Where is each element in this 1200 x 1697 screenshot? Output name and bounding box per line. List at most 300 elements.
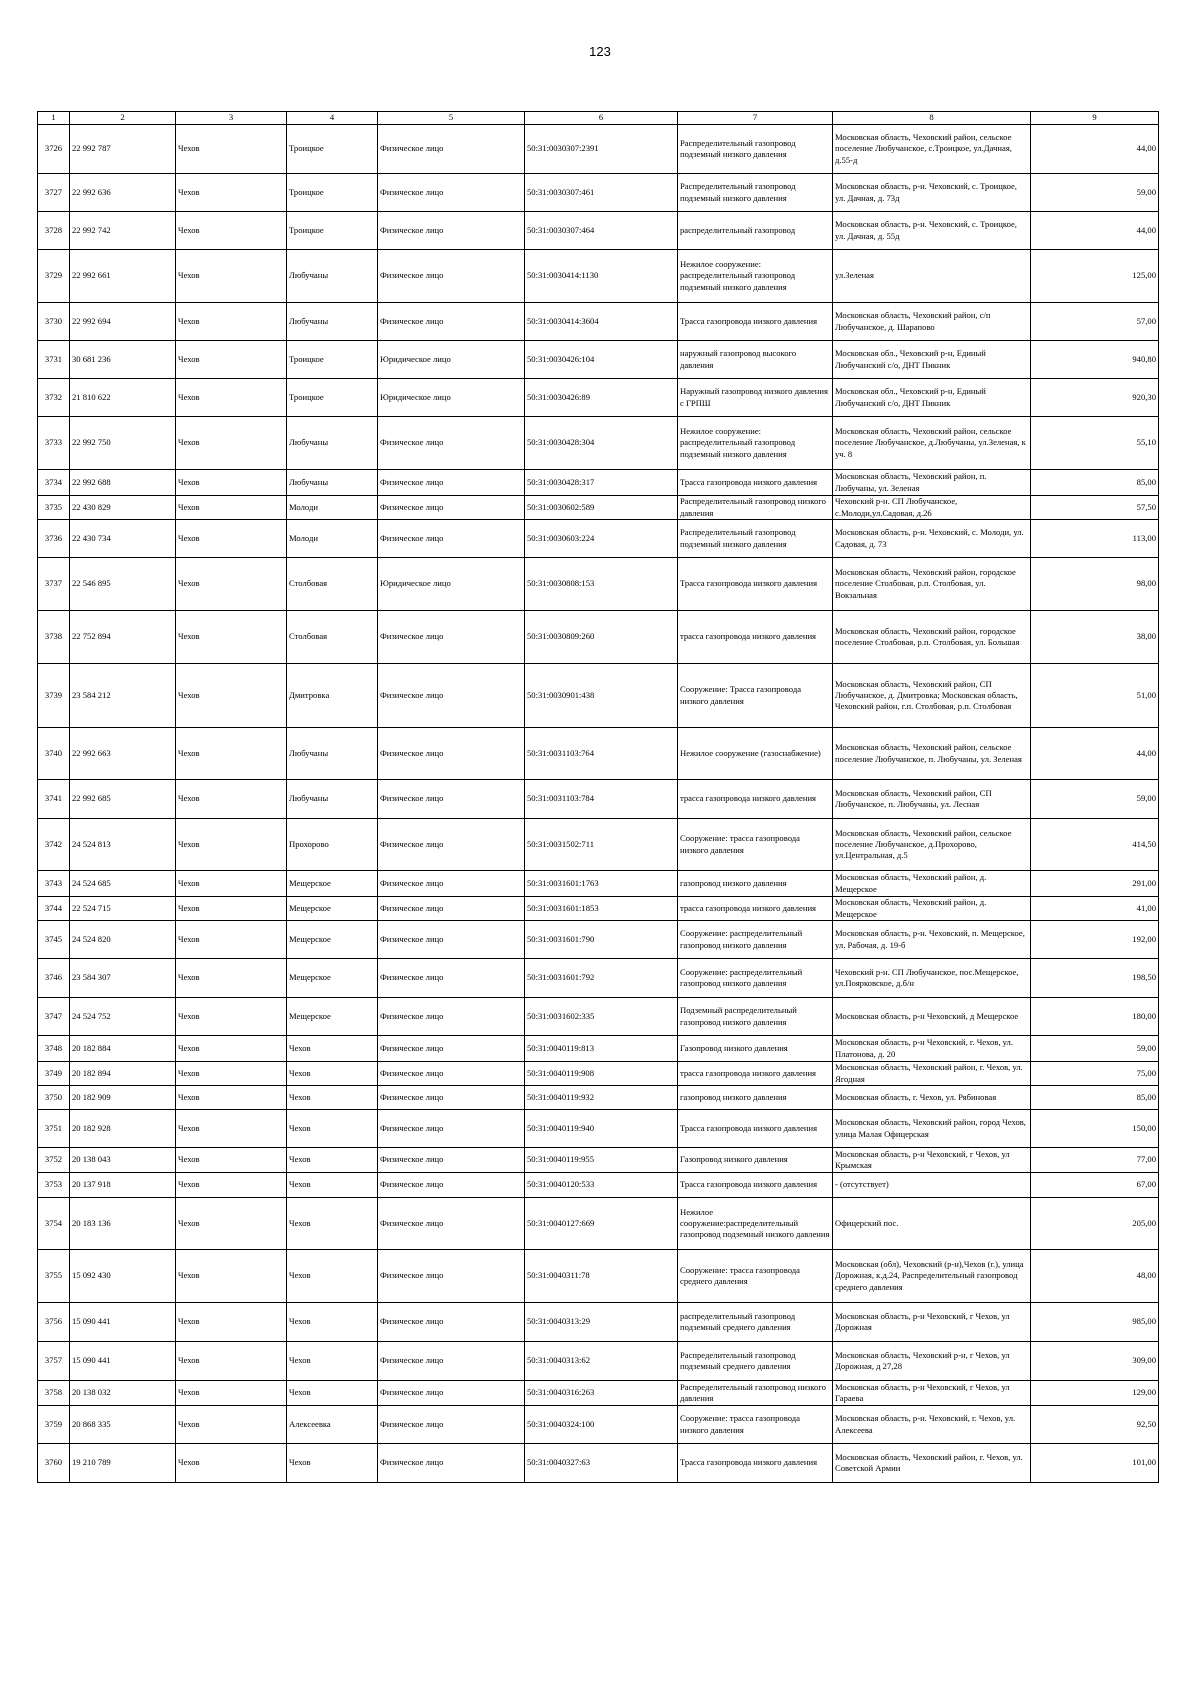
row-number-cell: 3747 xyxy=(38,998,70,1036)
table-row xyxy=(38,250,1159,303)
owner-type-cell: Физическое лицо xyxy=(378,1406,525,1444)
code-cell: 20 137 918 xyxy=(70,1173,176,1198)
cadastral-number-cell: 50:31:0040311:78 xyxy=(525,1250,678,1303)
locality-cell: Молоди xyxy=(287,496,378,520)
owner-type-cell: Физическое лицо xyxy=(378,728,525,780)
address-cell: Московская область, Чеховский район, п. Любучаны, ул. Зеленая xyxy=(833,470,1031,496)
object-description-cell: Газопровод низкого давления xyxy=(678,1036,833,1062)
address-cell: Московская область, г. Чехов, ул. Рябиновая xyxy=(833,1086,1031,1110)
object-description-cell: Подземный распределительный газопровод низкого давления xyxy=(678,998,833,1036)
code-cell: 22 752 894 xyxy=(70,611,176,664)
table-row xyxy=(38,558,1159,611)
row-number-cell: 3732 xyxy=(38,379,70,417)
address-cell: Московская область, Чеховский район, СП Любучанское, п. Любучаны, ул. Лесная xyxy=(833,780,1031,819)
owner-type-cell: Физическое лицо xyxy=(378,897,525,921)
address-cell: Московская область, Чеховский район, городское поселение Столбовая, р.п. Столбовая, ул. Большая xyxy=(833,611,1031,664)
length-cell: 75,00 xyxy=(1031,1062,1159,1086)
owner-type-cell: Физическое лицо xyxy=(378,998,525,1036)
object-description-cell: Трасса газопровода низкого давления xyxy=(678,303,833,341)
row-number-cell: 3749 xyxy=(38,1062,70,1086)
locality-cell: Чехов xyxy=(287,1036,378,1062)
owner-type-cell: Физическое лицо xyxy=(378,664,525,728)
district-cell: Чехов xyxy=(176,212,287,250)
table-row xyxy=(38,871,1159,897)
code-cell: 15 090 441 xyxy=(70,1303,176,1342)
district-cell: Чехов xyxy=(176,1406,287,1444)
object-description-cell: газопровод низкого давления xyxy=(678,871,833,897)
table-row xyxy=(38,341,1159,379)
cadastral-number-cell: 50:31:0030602:589 xyxy=(525,496,678,520)
locality-cell: Мещерское xyxy=(287,959,378,998)
locality-cell: Столбовая xyxy=(287,558,378,611)
length-cell: 44,00 xyxy=(1031,125,1159,174)
row-number-cell: 3754 xyxy=(38,1198,70,1250)
row-number-cell: 3740 xyxy=(38,728,70,780)
object-description-cell: Сооружение: распределительный газопровод низкого давления xyxy=(678,921,833,959)
locality-cell: Любучаны xyxy=(287,250,378,303)
length-cell: 309,00 xyxy=(1031,1342,1159,1381)
owner-type-cell: Физическое лицо xyxy=(378,212,525,250)
cadastral-number-cell: 50:31:0030307:464 xyxy=(525,212,678,250)
length-cell: 55,10 xyxy=(1031,417,1159,470)
length-cell: 101,00 xyxy=(1031,1444,1159,1483)
code-cell: 20 138 032 xyxy=(70,1381,176,1406)
address-cell: Московская область, Чеховский район, сельское поселение Любучанское, д.Любучаны, ул.Зеленая, к уч. 8 xyxy=(833,417,1031,470)
row-number-cell: 3744 xyxy=(38,897,70,921)
row-number-cell: 3752 xyxy=(38,1148,70,1173)
cadastral-number-cell: 50:31:0040119:908 xyxy=(525,1062,678,1086)
table-body xyxy=(38,125,1159,1483)
column-header: 7 xyxy=(678,112,833,125)
length-cell: 48,00 xyxy=(1031,1250,1159,1303)
district-cell: Чехов xyxy=(176,611,287,664)
object-description-cell: Распределительный газопровод подземный низкого давления xyxy=(678,520,833,558)
locality-cell: Мещерское xyxy=(287,998,378,1036)
object-description-cell: Трасса газопровода низкого давления xyxy=(678,1173,833,1198)
district-cell: Чехов xyxy=(176,1062,287,1086)
owner-type-cell: Физическое лицо xyxy=(378,303,525,341)
cadastral-number-cell: 50:31:0040324:100 xyxy=(525,1406,678,1444)
object-description-cell: Сооружение: трасса газопровода среднего давления xyxy=(678,1250,833,1303)
cadastral-number-cell: 50:31:0031601:1853 xyxy=(525,897,678,921)
locality-cell: Чехов xyxy=(287,1303,378,1342)
locality-cell: Любучаны xyxy=(287,780,378,819)
address-cell: Московская область, р-н. Чеховский, п. Мещерское, ул. Рабочая, д. 19-б xyxy=(833,921,1031,959)
table-row xyxy=(38,1173,1159,1198)
address-cell: Московская область, Чеховский район, с/п Любучанское, д. Шарапово xyxy=(833,303,1031,341)
address-cell: Московская область, Чеховский район, сельское поселение Любучанское, п. Любучаны, ул. Зеленая xyxy=(833,728,1031,780)
registry-table xyxy=(37,111,1159,1483)
code-cell: 20 182 909 xyxy=(70,1086,176,1110)
code-cell: 22 430 734 xyxy=(70,520,176,558)
length-cell: 92,50 xyxy=(1031,1406,1159,1444)
code-cell: 20 182 928 xyxy=(70,1110,176,1148)
object-description-cell: Распределительный газопровод подземный низкого давления xyxy=(678,125,833,174)
length-cell: 59,00 xyxy=(1031,1036,1159,1062)
row-number-cell: 3738 xyxy=(38,611,70,664)
locality-cell: Чехов xyxy=(287,1173,378,1198)
code-cell: 22 524 715 xyxy=(70,897,176,921)
district-cell: Чехов xyxy=(176,520,287,558)
cadastral-number-cell: 50:31:0040313:62 xyxy=(525,1342,678,1381)
district-cell: Чехов xyxy=(176,921,287,959)
owner-type-cell: Физическое лицо xyxy=(378,611,525,664)
code-cell: 22 992 742 xyxy=(70,212,176,250)
locality-cell: Мещерское xyxy=(287,897,378,921)
district-cell: Чехов xyxy=(176,959,287,998)
column-header: 6 xyxy=(525,112,678,125)
district-cell: Чехов xyxy=(176,379,287,417)
column-header: 3 xyxy=(176,112,287,125)
locality-cell: Столбовая xyxy=(287,611,378,664)
code-cell: 22 992 636 xyxy=(70,174,176,212)
address-cell: Офицерский пос. xyxy=(833,1198,1031,1250)
row-number-cell: 3743 xyxy=(38,871,70,897)
object-description-cell: Трасса газопровода низкого давления xyxy=(678,558,833,611)
owner-type-cell: Физическое лицо xyxy=(378,1381,525,1406)
address-cell: Московская область, Чеховский район, сельское поселение Любучанское, с.Троицкое, ул.Дачная, д.55-д xyxy=(833,125,1031,174)
address-cell: Московская область, Чеховский район, город Чехов, улица Малая Офицерская xyxy=(833,1110,1031,1148)
address-cell: Московская область, р-н. Чеховский, г. Чехов, ул. Алексеева xyxy=(833,1406,1031,1444)
locality-cell: Чехов xyxy=(287,1062,378,1086)
address-cell: Московская обл., Чеховский р-н, Единый Любучанский с/о, ДНТ Пикник xyxy=(833,379,1031,417)
cadastral-number-cell: 50:31:0030414:1130 xyxy=(525,250,678,303)
table-row xyxy=(38,1406,1159,1444)
row-number-cell: 3745 xyxy=(38,921,70,959)
length-cell: 57,00 xyxy=(1031,303,1159,341)
table-row xyxy=(38,212,1159,250)
district-cell: Чехов xyxy=(176,897,287,921)
owner-type-cell: Физическое лицо xyxy=(378,470,525,496)
locality-cell: Чехов xyxy=(287,1148,378,1173)
owner-type-cell: Юридическое лицо xyxy=(378,341,525,379)
length-cell: 57,50 xyxy=(1031,496,1159,520)
length-cell: 59,00 xyxy=(1031,174,1159,212)
address-cell: Московская область, Чеховский район, СП Любучанское, д. Дмитровка; Московская область, Чеховский район, г.п. Столбовая, р.п. Столбовая xyxy=(833,664,1031,728)
object-description-cell: трасса газопровода низкого давления xyxy=(678,780,833,819)
object-description-cell: Нежилое сооружение:распределительный газопровод подземный низкого давления xyxy=(678,1198,833,1250)
column-header: 9 xyxy=(1031,112,1159,125)
row-number-cell: 3758 xyxy=(38,1381,70,1406)
code-cell: 21 810 622 xyxy=(70,379,176,417)
table-row xyxy=(38,1110,1159,1148)
row-number-cell: 3748 xyxy=(38,1036,70,1062)
row-number-cell: 3746 xyxy=(38,959,70,998)
cadastral-number-cell: 50:31:0040313:29 xyxy=(525,1303,678,1342)
table-row xyxy=(38,496,1159,520)
row-number-cell: 3750 xyxy=(38,1086,70,1110)
length-cell: 150,00 xyxy=(1031,1110,1159,1148)
cadastral-number-cell: 50:31:0030603:224 xyxy=(525,520,678,558)
address-cell: Московская область, Чеховский район, г. Чехов, ул. Советской Армии xyxy=(833,1444,1031,1483)
code-cell: 22 992 694 xyxy=(70,303,176,341)
address-cell: Московская область, Чеховский район, г. Чехов, ул. Ягодная xyxy=(833,1062,1031,1086)
table-row xyxy=(38,1148,1159,1173)
table-row xyxy=(38,303,1159,341)
locality-cell: Любучаны xyxy=(287,303,378,341)
table-row xyxy=(38,611,1159,664)
object-description-cell: Газопровод низкого давления xyxy=(678,1148,833,1173)
owner-type-cell: Физическое лицо xyxy=(378,959,525,998)
length-cell: 940,80 xyxy=(1031,341,1159,379)
owner-type-cell: Физическое лицо xyxy=(378,819,525,871)
table-row xyxy=(38,1036,1159,1062)
locality-cell: Троицкое xyxy=(287,379,378,417)
locality-cell: Любучаны xyxy=(287,470,378,496)
cadastral-number-cell: 50:31:0031502:711 xyxy=(525,819,678,871)
length-cell: 129,00 xyxy=(1031,1381,1159,1406)
row-number-cell: 3729 xyxy=(38,250,70,303)
length-cell: 85,00 xyxy=(1031,470,1159,496)
owner-type-cell: Физическое лицо xyxy=(378,1198,525,1250)
cadastral-number-cell: 50:31:0030307:461 xyxy=(525,174,678,212)
table-row xyxy=(38,998,1159,1036)
table-row xyxy=(38,897,1159,921)
length-cell: 180,00 xyxy=(1031,998,1159,1036)
district-cell: Чехов xyxy=(176,558,287,611)
length-cell: 291,00 xyxy=(1031,871,1159,897)
district-cell: Чехов xyxy=(176,470,287,496)
district-cell: Чехов xyxy=(176,728,287,780)
code-cell: 23 584 212 xyxy=(70,664,176,728)
code-cell: 22 992 685 xyxy=(70,780,176,819)
cadastral-number-cell: 50:31:0040327:63 xyxy=(525,1444,678,1483)
object-description-cell: Распределительный газопровод низкого давления xyxy=(678,496,833,520)
length-cell: 198,50 xyxy=(1031,959,1159,998)
row-number-cell: 3753 xyxy=(38,1173,70,1198)
cadastral-number-cell: 50:31:0031601:1763 xyxy=(525,871,678,897)
length-cell: 44,00 xyxy=(1031,212,1159,250)
district-cell: Чехов xyxy=(176,1110,287,1148)
locality-cell: Мещерское xyxy=(287,871,378,897)
object-description-cell: распределительный газопровод xyxy=(678,212,833,250)
table-row xyxy=(38,1250,1159,1303)
row-number-cell: 3751 xyxy=(38,1110,70,1148)
cadastral-number-cell: 50:31:0030426:104 xyxy=(525,341,678,379)
code-cell: 23 584 307 xyxy=(70,959,176,998)
length-cell: 38,00 xyxy=(1031,611,1159,664)
district-cell: Чехов xyxy=(176,1303,287,1342)
cadastral-number-cell: 50:31:0031602:335 xyxy=(525,998,678,1036)
address-cell: Московская область, р-н Чеховский, г Чехов, ул Крымская xyxy=(833,1148,1031,1173)
owner-type-cell: Физическое лицо xyxy=(378,1250,525,1303)
table-row xyxy=(38,819,1159,871)
code-cell: 22 992 663 xyxy=(70,728,176,780)
cadastral-number-cell: 50:31:0030414:3604 xyxy=(525,303,678,341)
length-cell: 985,00 xyxy=(1031,1303,1159,1342)
table-row xyxy=(38,520,1159,558)
cadastral-number-cell: 50:31:0040119:955 xyxy=(525,1148,678,1173)
table-row xyxy=(38,728,1159,780)
cadastral-number-cell: 50:31:0030428:317 xyxy=(525,470,678,496)
owner-type-cell: Физическое лицо xyxy=(378,520,525,558)
table-row xyxy=(38,470,1159,496)
owner-type-cell: Физическое лицо xyxy=(378,174,525,212)
cadastral-number-cell: 50:31:0031601:792 xyxy=(525,959,678,998)
district-cell: Чехов xyxy=(176,417,287,470)
row-number-cell: 3759 xyxy=(38,1406,70,1444)
length-cell: 59,00 xyxy=(1031,780,1159,819)
owner-type-cell: Физическое лицо xyxy=(378,1444,525,1483)
object-description-cell: Распределительный газопровод подземный среднего давления xyxy=(678,1342,833,1381)
code-cell: 20 183 136 xyxy=(70,1198,176,1250)
object-description-cell: Нежилое сооружение (газоснабжение) xyxy=(678,728,833,780)
locality-cell: Троицкое xyxy=(287,125,378,174)
address-cell: Московская область, р-н. Чеховский, с. Молоди, ул. Садовая, д. 73 xyxy=(833,520,1031,558)
cadastral-number-cell: 50:31:0030809:260 xyxy=(525,611,678,664)
object-description-cell: Сооружение: трасса газопровода низкого давления xyxy=(678,819,833,871)
page-number: 123 xyxy=(589,44,611,59)
table-row xyxy=(38,1342,1159,1381)
cadastral-number-cell: 50:31:0040120:533 xyxy=(525,1173,678,1198)
owner-type-cell: Физическое лицо xyxy=(378,1062,525,1086)
row-number-cell: 3733 xyxy=(38,417,70,470)
address-cell: Московская область, Чеховский район, д. Мещерское xyxy=(833,871,1031,897)
row-number-cell: 3741 xyxy=(38,780,70,819)
district-cell: Чехов xyxy=(176,1198,287,1250)
code-cell: 20 182 884 xyxy=(70,1036,176,1062)
column-header: 2 xyxy=(70,112,176,125)
length-cell: 67,00 xyxy=(1031,1173,1159,1198)
district-cell: Чехов xyxy=(176,819,287,871)
code-cell: 19 210 789 xyxy=(70,1444,176,1483)
address-cell: Московская область, Чеховский район, городское поселение Столбовая, р.п. Столбовая, ул. Вокзальная xyxy=(833,558,1031,611)
code-cell: 20 138 043 xyxy=(70,1148,176,1173)
code-cell: 20 182 894 xyxy=(70,1062,176,1086)
object-description-cell: Трасса газопровода низкого давления xyxy=(678,1110,833,1148)
length-cell: 85,00 xyxy=(1031,1086,1159,1110)
address-cell: Московская обл., Чеховский р-н, Единый Любучанский с/о, ДНТ Пикник xyxy=(833,341,1031,379)
table-row xyxy=(38,417,1159,470)
object-description-cell: Сооружение: Трасса газопровода низкого давления xyxy=(678,664,833,728)
row-number-cell: 3757 xyxy=(38,1342,70,1381)
row-number-cell: 3735 xyxy=(38,496,70,520)
code-cell: 24 524 752 xyxy=(70,998,176,1036)
owner-type-cell: Физическое лицо xyxy=(378,1303,525,1342)
cadastral-number-cell: 50:31:0031601:790 xyxy=(525,921,678,959)
cadastral-number-cell: 50:31:0040119:932 xyxy=(525,1086,678,1110)
district-cell: Чехов xyxy=(176,1381,287,1406)
code-cell: 20 868 335 xyxy=(70,1406,176,1444)
table-row xyxy=(38,664,1159,728)
object-description-cell: наружный газопровод высокого давления xyxy=(678,341,833,379)
code-cell: 22 546 895 xyxy=(70,558,176,611)
owner-type-cell: Физическое лицо xyxy=(378,417,525,470)
address-cell: Чеховский р-н. СП Любучанское, с.Молоди,ул.Садовая, д.26 xyxy=(833,496,1031,520)
cadastral-number-cell: 50:31:0030428:304 xyxy=(525,417,678,470)
district-cell: Чехов xyxy=(176,250,287,303)
table-row xyxy=(38,1381,1159,1406)
row-number-cell: 3727 xyxy=(38,174,70,212)
length-cell: 414,50 xyxy=(1031,819,1159,871)
address-cell: Московская область, р-н Чеховский, г Чехов, ул Дорожная xyxy=(833,1303,1031,1342)
table-row xyxy=(38,1062,1159,1086)
table-row xyxy=(38,921,1159,959)
object-description-cell: трасса газопровода низкого давления xyxy=(678,897,833,921)
address-cell: Московская область, Чеховский район, сельское поселение Любучанское, д.Прохорово, ул.Центральная, д.5 xyxy=(833,819,1031,871)
address-cell: Московская область, р-н Чеховский, г Чехов, ул Гараева xyxy=(833,1381,1031,1406)
code-cell: 24 524 820 xyxy=(70,921,176,959)
table-row xyxy=(38,1303,1159,1342)
district-cell: Чехов xyxy=(176,1148,287,1173)
table-row xyxy=(38,780,1159,819)
row-number-cell: 3742 xyxy=(38,819,70,871)
locality-cell: Троицкое xyxy=(287,341,378,379)
column-header: 8 xyxy=(833,112,1031,125)
owner-type-cell: Физическое лицо xyxy=(378,496,525,520)
address-cell: Московская область, р-н Чеховский, г. Чехов, ул. Платонова, д. 20 xyxy=(833,1036,1031,1062)
locality-cell: Чехов xyxy=(287,1444,378,1483)
table-row xyxy=(38,1198,1159,1250)
owner-type-cell: Юридическое лицо xyxy=(378,558,525,611)
district-cell: Чехов xyxy=(176,1086,287,1110)
locality-cell: Алексеевка xyxy=(287,1406,378,1444)
table-row xyxy=(38,125,1159,174)
cadastral-number-cell: 50:31:0030901:438 xyxy=(525,664,678,728)
code-cell: 22 992 661 xyxy=(70,250,176,303)
district-cell: Чехов xyxy=(176,1036,287,1062)
owner-type-cell: Физическое лицо xyxy=(378,1036,525,1062)
locality-cell: Чехов xyxy=(287,1086,378,1110)
row-number-cell: 3737 xyxy=(38,558,70,611)
length-cell: 125,00 xyxy=(1031,250,1159,303)
row-number-cell: 3728 xyxy=(38,212,70,250)
owner-type-cell: Физическое лицо xyxy=(378,1148,525,1173)
cadastral-number-cell: 50:31:0030426:89 xyxy=(525,379,678,417)
row-number-cell: 3730 xyxy=(38,303,70,341)
owner-type-cell: Физическое лицо xyxy=(378,250,525,303)
object-description-cell: Нежилое сооружение: распределительный газопровод подземный низкого давления xyxy=(678,417,833,470)
district-cell: Чехов xyxy=(176,664,287,728)
address-cell: Московская область, р-н. Чеховский, с. Троицкое, ул. Дачная, д. 73д xyxy=(833,174,1031,212)
address-cell: Московская область, р-н Чеховский, д Мещерское xyxy=(833,998,1031,1036)
length-cell: 77,00 xyxy=(1031,1148,1159,1173)
district-cell: Чехов xyxy=(176,1444,287,1483)
code-cell: 24 524 685 xyxy=(70,871,176,897)
table-row xyxy=(38,1086,1159,1110)
column-header: 4 xyxy=(287,112,378,125)
table-row xyxy=(38,174,1159,212)
object-description-cell: Нежилое сооружение: распределительный газопровод подземный низкого давления xyxy=(678,250,833,303)
locality-cell: Молоди xyxy=(287,520,378,558)
row-number-cell: 3755 xyxy=(38,1250,70,1303)
code-cell: 24 524 813 xyxy=(70,819,176,871)
cadastral-number-cell: 50:31:0030808:153 xyxy=(525,558,678,611)
row-number-cell: 3736 xyxy=(38,520,70,558)
cadastral-number-cell: 50:31:0040119:940 xyxy=(525,1110,678,1148)
code-cell: 22 992 787 xyxy=(70,125,176,174)
address-cell: Московская область, Чеховский район, д. Мещерское xyxy=(833,897,1031,921)
cadastral-number-cell: 50:31:0030307:2391 xyxy=(525,125,678,174)
header-row xyxy=(38,112,1159,125)
locality-cell: Троицкое xyxy=(287,174,378,212)
column-header: 5 xyxy=(378,112,525,125)
address-cell: - (отсутствует) xyxy=(833,1173,1031,1198)
row-number-cell: 3760 xyxy=(38,1444,70,1483)
object-description-cell: Распределительный газопровод низкого давления xyxy=(678,1381,833,1406)
locality-cell: Чехов xyxy=(287,1198,378,1250)
length-cell: 98,00 xyxy=(1031,558,1159,611)
object-description-cell: трасса газопровода низкого давления xyxy=(678,611,833,664)
cadastral-number-cell: 50:31:0031103:764 xyxy=(525,728,678,780)
object-description-cell: газопровод низкого давления xyxy=(678,1086,833,1110)
object-description-cell: Сооружение: распределительный газопровод низкого давления xyxy=(678,959,833,998)
table-row xyxy=(38,1444,1159,1483)
code-cell: 15 090 441 xyxy=(70,1342,176,1381)
owner-type-cell: Физическое лицо xyxy=(378,871,525,897)
row-number-cell: 3726 xyxy=(38,125,70,174)
length-cell: 41,00 xyxy=(1031,897,1159,921)
